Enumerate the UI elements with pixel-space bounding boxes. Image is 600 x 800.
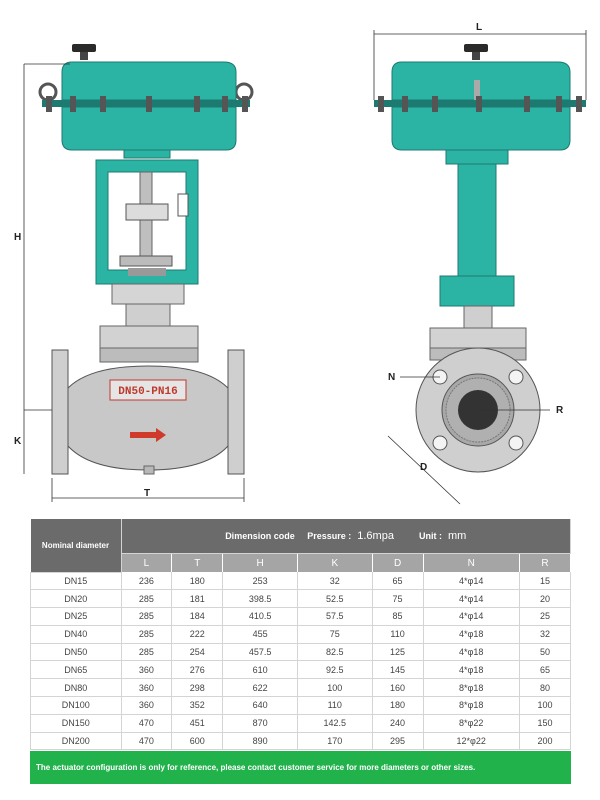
dimension-cell: 184: [172, 608, 223, 626]
dimension-cell: 295: [372, 732, 423, 750]
dimension-cell: 65: [372, 572, 423, 590]
dimension-cell: 254: [172, 643, 223, 661]
table-row: [31, 590, 571, 608]
column-header: H: [223, 554, 298, 573]
handwheel-knob-side: [464, 44, 488, 52]
dimension-cell: 85: [372, 608, 423, 626]
dimension-cell: 100: [519, 697, 570, 715]
side-view: [374, 22, 586, 504]
dim-label-d: D: [420, 462, 428, 473]
dimension-cell: 4*φ18: [423, 643, 519, 661]
dimension-cell: 145: [372, 661, 423, 679]
table-row: [31, 679, 571, 697]
dimension-cell: 4*φ14: [423, 590, 519, 608]
dimension-cell: 4*φ14: [423, 608, 519, 626]
column-header: D: [372, 554, 423, 573]
dimension-cell: 4*φ18: [423, 661, 519, 679]
nominal-diameter-cell: DN40: [31, 625, 122, 643]
dimension-cell: 236: [121, 572, 172, 590]
dimension-cell: 610: [223, 661, 298, 679]
dimension-cell: 75: [297, 625, 372, 643]
dimension-code-label: Dimension code: [225, 531, 295, 541]
column-header: N: [423, 554, 519, 573]
footer-note: The actuator configuration is only for reference, please contact customer service for more diameters or other sizes.: [30, 751, 571, 784]
dimension-cell: 222: [172, 625, 223, 643]
dimension-cell: 455: [223, 625, 298, 643]
dimension-cell: 181: [172, 590, 223, 608]
dimension-cell: 110: [297, 697, 372, 715]
dimension-cell: 4*φ18: [423, 625, 519, 643]
nominal-diameter-cell: DN20: [31, 590, 122, 608]
dim-label-t: T: [144, 488, 151, 499]
table-row: [31, 661, 571, 679]
table-row: [31, 625, 571, 643]
table-row: [31, 732, 571, 750]
dimension-cell: 622: [223, 679, 298, 697]
dimension-cell: 890: [223, 732, 298, 750]
dimension-cell: 298: [172, 679, 223, 697]
dimension-cell: 457.5: [223, 643, 298, 661]
nominal-diameter-header: Nominal diameter: [31, 519, 122, 572]
dimension-cell: 57.5: [297, 608, 372, 626]
actuator-bottom-housing: [62, 107, 236, 150]
column-header: T: [172, 554, 223, 573]
dimension-cell: 4*φ14: [423, 572, 519, 590]
actuator-top-housing: [62, 62, 236, 100]
handwheel-knob: [72, 44, 96, 52]
dimension-cell: 8*φ18: [423, 679, 519, 697]
dimension-cell: 150: [519, 714, 570, 732]
dimension-cell: 142.5: [297, 714, 372, 732]
dimension-cell: 470: [121, 714, 172, 732]
dim-label-n: N: [388, 372, 396, 383]
unit-value: mm: [447, 530, 467, 542]
nominal-diameter-cell: DN100: [31, 697, 122, 715]
table-row: [31, 643, 571, 661]
front-view: [14, 44, 252, 502]
dimension-cell: 92.5: [297, 661, 372, 679]
dimension-cell: 180: [172, 572, 223, 590]
dimension-cell: 360: [121, 679, 172, 697]
outlet-flange: [228, 350, 244, 474]
dimension-cell: 285: [121, 625, 172, 643]
dimension-cell: 410.5: [223, 608, 298, 626]
table-row: [31, 697, 571, 715]
dimension-cell: 352: [172, 697, 223, 715]
dimension-cell: 110: [372, 625, 423, 643]
dimension-cell: 12*φ22: [423, 732, 519, 750]
dim-label-h: H: [14, 232, 22, 243]
dimension-cell: 100: [297, 679, 372, 697]
body-marking: DN50-PN16: [118, 386, 178, 398]
table-row: [31, 572, 571, 590]
yoke-side: [458, 164, 496, 276]
table-row: [31, 608, 571, 626]
column-header: R: [519, 554, 570, 573]
dimension-cell: 52.5: [297, 590, 372, 608]
dimension-cell: 470: [121, 732, 172, 750]
dimension-cell: 870: [223, 714, 298, 732]
nominal-diameter-cell: DN50: [31, 643, 122, 661]
column-header: K: [297, 554, 372, 573]
dimension-cell: 640: [223, 697, 298, 715]
dimension-cell: 170: [297, 732, 372, 750]
dimension-cell: 240: [372, 714, 423, 732]
dimension-cell: 8*φ18: [423, 697, 519, 715]
nominal-diameter-cell: DN25: [31, 608, 122, 626]
nominal-diameter-cell: DN15: [31, 572, 122, 590]
pressure-label: Pressure :: [307, 531, 352, 541]
table-body: [31, 572, 571, 750]
column-header: L: [121, 554, 172, 573]
dimension-cell: 600: [172, 732, 223, 750]
dimension-cell: 360: [121, 661, 172, 679]
dimension-cell: 180: [372, 697, 423, 715]
dimension-cell: 451: [172, 714, 223, 732]
dimension-cell: 25: [519, 608, 570, 626]
nominal-diameter-cell: DN150: [31, 714, 122, 732]
dimension-cell: 20: [519, 590, 570, 608]
dimension-cell: 32: [519, 625, 570, 643]
table-row: [31, 714, 571, 732]
inlet-flange: [52, 350, 68, 474]
dimension-cell: 75: [372, 590, 423, 608]
dimension-cell: 398.5: [223, 590, 298, 608]
nominal-diameter-cell: DN80: [31, 679, 122, 697]
dimension-cell: 285: [121, 590, 172, 608]
dimension-cell: 285: [121, 608, 172, 626]
table-top-header: [121, 519, 571, 554]
dimension-cell: 200: [519, 732, 570, 750]
dim-label-l: L: [476, 22, 483, 33]
dimension-table: [30, 519, 571, 750]
dimension-cell: 8*φ22: [423, 714, 519, 732]
dimension-cell: 32: [297, 572, 372, 590]
dimension-cell: 285: [121, 643, 172, 661]
dimension-cell: 160: [372, 679, 423, 697]
dimension-cell: 65: [519, 661, 570, 679]
dimension-cell: 15: [519, 572, 570, 590]
pressure-value: 1.6mpa: [357, 530, 394, 542]
dimension-cell: 50: [519, 643, 570, 661]
dim-label-k: K: [14, 436, 22, 447]
table-header-row: [31, 519, 571, 554]
dimension-cell: 253: [223, 572, 298, 590]
dimension-cell: 125: [372, 643, 423, 661]
dimension-cell: 360: [121, 697, 172, 715]
nominal-diameter-cell: DN200: [31, 732, 122, 750]
unit-label: Unit :: [418, 531, 442, 541]
dimension-cell: 80: [519, 679, 570, 697]
dimension-cell: 276: [172, 661, 223, 679]
nominal-diameter-cell: DN65: [31, 661, 122, 679]
dimension-cell: 82.5: [297, 643, 372, 661]
dim-label-r: R: [556, 405, 564, 416]
